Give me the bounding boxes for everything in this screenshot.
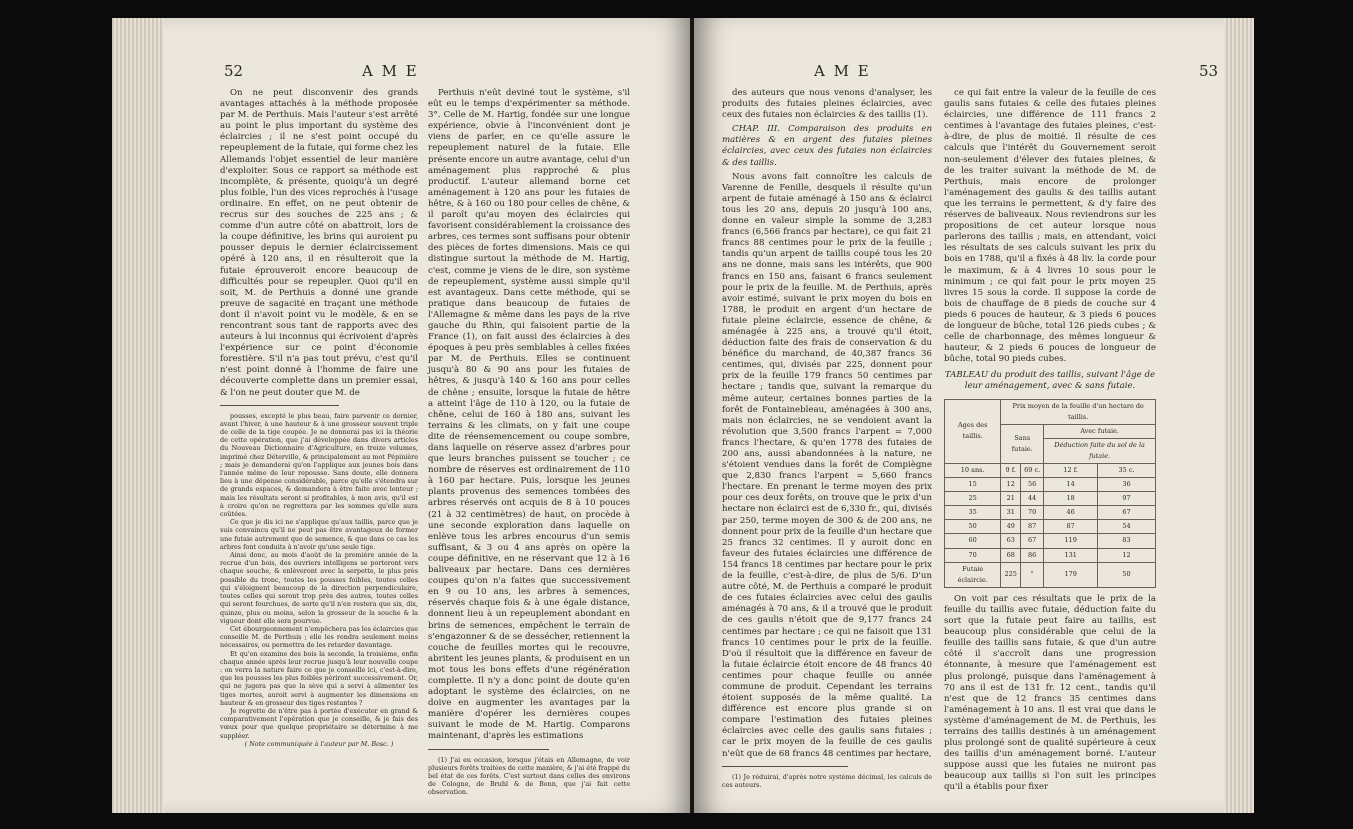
table-row xyxy=(945,534,1156,548)
table-cell: 49 xyxy=(1001,520,1021,534)
footnote: (1) J'ai eu occasion, lorsque j'étais en Allemagne, de voir plusieurs forêts traitées de cette manière, & j'ai été frappé du bel état de ces forêts. C'est surtout dans celles des environs de Cologne, de Bruhl & de Bonn, que j'ai fait cette observation. xyxy=(428,755,630,797)
table-cell: 46 xyxy=(1044,506,1098,520)
right-column-2 xyxy=(944,88,1156,793)
table-cell: 36 xyxy=(1098,478,1156,492)
table-cell: 10 ans. xyxy=(945,464,1001,478)
table-cell: 31 xyxy=(1001,506,1021,520)
table-cell: 63 xyxy=(1001,534,1021,548)
table-cell: 70 xyxy=(1021,506,1044,520)
table-cell: 12 xyxy=(1098,548,1156,562)
table-cell: 12 f. xyxy=(1044,464,1098,478)
table-cell: 86 xyxy=(1021,548,1044,562)
table-row xyxy=(945,478,1156,492)
footnote-block xyxy=(220,412,418,740)
footnote-paragraph: Ce que je dis ici ne s'applique qu'aux taillis, parce que je suis convaincu qu'il ne peut pas être avantageux de former une futaie autrement que de semence, & que dans ce cas les arbres font conduits à n'avoir qu'une seule tige. xyxy=(220,518,418,551)
table-cell: 15 xyxy=(945,478,1001,492)
running-head: A M E xyxy=(362,62,419,80)
right-page xyxy=(694,18,1254,813)
table-row xyxy=(945,464,1156,478)
table-title: TABLEAU du produit des taillis, suivant l'âge de leur aménagement, avec & sans futaie. xyxy=(944,370,1156,392)
footnote-paragraph: Ainsi donc, au mois d'août de la première année de la recrue d'un bois, des ouvriers intelligens se porteront vers chaque souche, & enlèveront avec la serpette, le plus près possible du tronc, toutes les pousses foibles, toutes celles qui s'éloignent beaucoup de la direction perpendiculaire, toutes celles qui seront trop près des autres, toutes celles qui seront fourchues, de sorte qu'il n'en restera que six, dix, quinze, plus ou moins, selon la grosseur de la souche & la vigueur dont elle sera pourvue. xyxy=(220,551,418,625)
table-cell: " xyxy=(1021,562,1044,587)
table-header-avec: Avec futaie. xyxy=(1044,424,1156,438)
running-head: A M E xyxy=(814,62,871,80)
table-cell: 97 xyxy=(1098,492,1156,506)
table-cell: 131 xyxy=(1044,548,1098,562)
body-text: On ne peut disconvenir des grands avantages attachés à la méthode proposée par M. de Perthuis. Mais l'auteur s'est arrêté au point le plus important du système des éclaircies ; il ne s'est point occupé du repeuplement de la futaie, qui forme chez les Allemands l'objet essentiel de leur manière d'exploiter. Sous ce rapport sa méthode est incomplète, & présente, quoiqu'à un degré plus foible, l'un des vices reprochés à l'usage ordinaire. En effet, on ne peut obtenir de recrus sur des souches de 225 ans ; & comme d'un autre côté on abattroit, lors de la coupe définitive, les brins qui auroient pu pousser depuis le dernier éclaircissement opéré à 120 ans, il en résulteroit que la futaie éprouveroit encore beaucoup de difficultés pour se repeupler. Quoi qu'il en soit, M. de Perthuis a donné une grande preuve de sagacité en traçant une méthode dont il n'avoit point vu le modèle, & en se rencontrant sous tant de rapports avec des auteurs à lui inconnus qui écrivoient d'après l'expérience sur ce point d'économie forestière. S'il n'a pas tout prévu, c'est qu'il n'est point donné à l'homme de faire une découverte complette dans un premier essai, & l'on ne peut douter que M. de xyxy=(220,88,419,398)
footnote-paragraph: Je regrette de n'être pas à portée d'exécuter en grand & comparativement l'opération que je conseille, & je fais des vœux pour que quelque propriétaire se détermine à me suppléer. xyxy=(220,706,418,740)
footnote-rule xyxy=(428,749,549,750)
page-edges xyxy=(112,18,164,813)
table-cell: 44 xyxy=(1021,492,1044,506)
table-row xyxy=(945,492,1156,506)
footnote-paragraph: pousses, excepté le plus beau, faire parvenir ce dernier, avant l'hiver, à une hauteur & à une grosseur souvent triple de celle de la tige coupée. Je ne donnerai pas ici la théorie de cette opération, que j'ai développée dans divers articles du Nouveau Dictionnaire d'Agriculture, en treize volumes, imprimé chez Déterville, & principalement au mot Pépinière ; mais je demanderai qu'on l'applique aux jeunes bois dans l'année même de leur repousse. Sans doute, elle donnera lieu à une dépense considérable, parce qu'elle s'étendra sur de grands espaces, & demandera à être faite avec lenteur ; mais les résultats seront si profitables, à mon avis, qu'il est à croire qu'on ne regrettera par les sommes qu'elle aura coûtées. xyxy=(220,411,418,519)
table-row xyxy=(945,562,1156,587)
table-cell: 25 xyxy=(945,492,1001,506)
table-cell: 87 xyxy=(1021,520,1044,534)
table-cell: 12 xyxy=(1001,478,1021,492)
table-cell: 54 xyxy=(1098,520,1156,534)
body-text: des auteurs que nous venons d'analyser, les produits des futaies pleines éclaircies, avec ceux des futaies non éclaircies & des taillis (1). xyxy=(722,88,932,121)
table-header-price: Prix moyen de la feuille d'un hectare de taillis. xyxy=(1001,399,1156,424)
table-cell: 69 c. xyxy=(1021,464,1044,478)
table-cell: 50 xyxy=(1098,562,1156,587)
footnote-signature: ( Note communiquée à l'auteur par M. Bosc. ) xyxy=(244,739,394,748)
left-column-2 xyxy=(428,88,630,797)
left-page xyxy=(112,18,692,813)
table-cell: 119 xyxy=(1044,534,1098,548)
table-cell: 179 xyxy=(1044,562,1098,587)
footnote-rule xyxy=(220,405,339,406)
table-cell: 60 xyxy=(945,534,1001,548)
footnote-paragraph: Et qu'on examine des bois la seconde, la troisième, enfin chaque année après leur recrue jusqu'à leur nouvelle coupe : on verra la nature faire ce que je conseille ici, c'est-à-dire, que les pousses les plus foibles périront successivement. Or, qui ne jugera pas que la sève qui a servi à alimenter les tiges mortes, auroit servi à augmenter les dimensions en hauteur & en grosseur des tiges restantes ? xyxy=(220,649,418,707)
footnote-paragraph: Cet ébourgeonnement n'empêchera pas les éclaircies que conseille M. de Perthuis ; elle les rendra seulement moins nécessaires, ou permettra de les retarder davantage. xyxy=(220,624,418,650)
table-header-avec-sub: Déduction faite du sol de la futaie. xyxy=(1044,438,1156,463)
table-cell: 35 c. xyxy=(1098,464,1156,478)
body-text: Nous avons fait connoître les calculs de Varenne de Fenille, desquels il résulte qu'un arpent de futaie aménagé à 150 ans & éclairci tous les 20 ans, depuis 20 jusqu'à 100 ans, donne en valeur simple la somme de 3,283 francs (6,566 francs par hectare), ce qui fait 21 francs 88 centimes pour le prix de la feuille ; tandis qu'un arpent de taillis coupé tous les 20 ans ne donne, mais sans les intérêts, que 900 francs en 150 ans, faisant 6 francs seulement pour le prix de la feuille. M. de Perthuis, après avoir estimé, suivant le prix moyen du bois en 1788, le produit en argent d'un hectare de futaie pleine éclaircie, essence de chêne, & aménagée à 225 ans, a trouvé qu'il étoit, déduction faite des frais de conservation & du bénéfice du marchand, de 40,387 francs 36 centimes, qui, divisés par 225, donnent pour prix de la feuille 179 francs 50 centimes par hectare ; tandis que, suivant la remarque du même auteur, certaines bonnes parties de la forêt de Fontainebleau, aménagées à 300 ans, mais non éclaircies, ne se vendoient avant la révolution que 3,500 francs l'arpent = 7,000 francs l'hectare, & qu'en 1778 des futaies de 200 ans, aussi abandonnées à la nature, ne s'étoient vendues dans la forêt de Compiègne que 2,830 francs l'arpent = 5,660 francs l'hectare. En prenant le terme moyen des prix pour ces deux forêts, on trouve que le prix d'un hectare non éclairci est de 6,330 fr., qui, divisés par 250, terme moyen de 300 & de 200 ans, ne donnent pour prix de la feuille d'un hectare que 25 francs 32 centimes. Il y auroit donc en faveur des futaies éclaircies une différence de 154 francs 18 centimes par hectare pour le prix de la feuille, c'est-à-dire, de plus de 5/6. D'un autre côté, M. de Perthuis a comparé le produit de ces futaies éclaircies avec celui des gaulis aménagés à 70 ans, & il a trouvé que le produit de ces gaulis n'étoit que de 9,177 francs 24 centimes par hectare ; ce qui ne faisoit que 131 francs 10 centimes pour le prix de la feuille. D'où il résultoit que la différence en faveur de la futaie éclaircie étoit encore de 48 francs 40 centimes pour chaque feuille ou année commune de produit. Cependant les terrains étoient supposés de la même qualité. La différence est encore plus grande si on compare l'estimation des futaies pleines éclaircies avec celle des gaulis sans futaies ; car le prix moyen de la feuille de ces gaulis n'eût que de 68 francs 48 centimes par hectare, xyxy=(722,171,932,759)
table-cell: 56 xyxy=(1021,478,1044,492)
table-body xyxy=(945,464,1156,588)
table-cell: 67 xyxy=(1021,534,1044,548)
body-text: ce qui fait entre la valeur de la feuille de ces gaulis sans futaies & celle des futaies pleines éclaircies, une différence de 111 francs 2 centimes à l'avantage des futaies pleines, c'est-à-dire, de plus de moitié. Il résulte de ces calculs que l'intérêt du Gouvernement seroit non-seulement d'élever des futaies pleines, & de les traiter suivant la méthode de M. de Perthuis, mais encore de prolonger l'aménagement des gaulis & des taillis autant que les terrains le permettent, & d'y faire des réserves de baliveaux. Nous reviendrons sur les propositions de cet auteur lorsque nous parlerons des taillis ; mais, en attendant, voici les résultats de ses calculs suivant les prix du bois en 1788, qu'il a fixés à 48 liv. la corde pour le maximum, & à 4 livres 10 sous pour le minimum ; ce qui fait pour le prix moyen 25 livres 15 sous la corde. Il suppose la corde de bois de chauffage de 8 pieds de couche sur 4 pieds 6 pouces de hauteur, & 3 pieds 6 pouces de longueur de bûche, total 126 pieds cubes ; & celle de charbonnage, des mêmes longueur & hauteur, & 2 pieds 6 pouces de longueur de bûche, total 90 pieds cubes. xyxy=(944,88,1156,365)
footnote-rule xyxy=(722,766,848,767)
table-cell: 35 xyxy=(945,506,1001,520)
table-row xyxy=(945,506,1156,520)
table-cell: 225 xyxy=(1001,562,1021,587)
page-number: 53 xyxy=(1199,62,1219,80)
table-cell: 9 f. xyxy=(1001,464,1021,478)
table-row xyxy=(945,520,1156,534)
table-cell: Futaie éclaircie. xyxy=(945,562,1001,587)
table-header-sans: Sans futaie. xyxy=(1001,424,1044,463)
table-cell: 21 xyxy=(1001,492,1021,506)
table-cell: 67 xyxy=(1098,506,1156,520)
table-cell: 18 xyxy=(1044,492,1098,506)
table-cell: 70 xyxy=(945,548,1001,562)
body-text: On voit par ces résultats que le prix de la feuille du taillis avec futaie, déduction faite du sort que la futaie peut faire au taillis, est beaucoup plus considérable que celui de la feuille des taillis sans futaie, & que d'un autre côté il s'accroît dans une progression étonnante, à mesure que l'aménagement est plus prolongé, puisque dans l'aménagement à 70 ans il est de 131 fr. 12 cent., tandis qu'il n'est que de 12 francs 35 centimes dans l'aménagement à 10 ans. Il est vrai que dans le système d'aménagement de M. de Perthuis, les terrains des taillis destinés à un aménagement plus prolongé sont de qualité supérieure à ceux des taillis d'un aménagement borné. L'auteur suppose aussi que les futaies ne nuiront pas beaucoup aux taillis si l'on suit les principes qu'il a établis pour fixer xyxy=(944,593,1156,793)
table-cell: 83 xyxy=(1098,534,1156,548)
page-edges xyxy=(1224,18,1254,813)
chapter-title: CHAP. III. Comparaison des produits en matières & en argent des futaies pleines éclaircies, avec ceux des futaies non éclaircies & des taillis. xyxy=(722,124,932,168)
body-text: Perthuis n'eût deviné tout le système, s'il eût eu le temps d'expérimenter sa méthode. 3°. Celle de M. Hartig, fondée sur une longue expérience, obvie à l'inconvénient dont je viens de parler, en ce qu'elle assure le repeuplement naturel de la futaie. Elle présente encore un autre avantage, celui d'un aménagement plus rapproché & plus productif. L'auteur allemand borne cet aménagement à 120 ans pour les futaies de hêtre, & à 160 ou 180 pour celles de chêne, & il paroît qu'au moyen des éclaircies qui favorisent considérablement la croissance des arbres, ces termes sont suffisans pour obtenir des pièces de fortes dimensions. Mais ce qui distingue surtout la méthode de M. Hartig, c'est, comme je viens de le dire, son système de repeuplement, système aussi simple qu'il est avantageux. Dans cette méthode, qui se pratique dans beaucoup de futaies de l'Allemagne & même dans les pays de la rive gauche du Rhin, qui faisoient partie de la France (1), on fait aussi des éclaircies à des époques à peu près semblables à celles fixées par M. de Perthuis. Elles se continuent jusqu'à 80 & 90 ans pour les futaies de hêtres, & jusqu'à 140 & 160 ans pour celles de chêne ; ensuite, lorsque la futaie de hêtre a atteint l'âge de 110 à 120, ou la futaie de chêne, celui de 160 à 180 ans, suivant les terrains & les climats, on y fait une coupe dite de réensemencement ou coupe sombre, dans laquelle on réserve assez d'arbres pour que leurs branches puissent se toucher ; ce nombre de réserves est ordinairement de 110 à 160 par hectare. Puis, lorsque les jeunes plants provenus des semences tombées des arbres réservés ont acquis de 8 à 10 pouces (21 à 32 centimètres) de haut, on procède à une seconde exploration dans laquelle on enlève tous les arbres encourus d'un semis suffisant, & 3 ou 4 ans après on opère la coupe définitive, en ne réservant que 12 à 16 baliveaux par hectare. Dans ces dernières coupes qu'on n'a faites que successivement en 9 ou 10 ans, les arbres à semences, réservés chaque fois & à une égale distance, donnent lieu à un repeuplement abondant en brins de semences, empêchent le terrain de s'engazonner & de se dessécher, retiennent la couche de feuilles mortes qui le recouvre, abritent les jeunes plants, & produisent en un mot tous les bons effets d'une régénération complette. Il n'y a donc point de doute qu'en adoptant le système des éclaircies, on ne doive en augmenter les avantages par la manière d'opérer les dernières coupes suivant le mode de M. Hartig. Comparons maintenant, d'après les estimations xyxy=(428,88,630,742)
book-spread xyxy=(112,18,1254,813)
table-cell: 87 xyxy=(1044,520,1098,534)
right-column-1 xyxy=(722,88,932,789)
table-cell: 14 xyxy=(1044,478,1098,492)
table-cell: 68 xyxy=(1001,548,1021,562)
table-cell: 50 xyxy=(945,520,1001,534)
footnote: (1) Je réduirai, d'après notre système décimal, les calculs de ces auteurs. xyxy=(722,772,932,789)
table-header-ages: Ages des taillis. xyxy=(945,399,1001,463)
page-number: 52 xyxy=(224,62,244,80)
table-row xyxy=(945,548,1156,562)
left-column-1 xyxy=(220,88,418,778)
produce-table xyxy=(944,399,1156,588)
